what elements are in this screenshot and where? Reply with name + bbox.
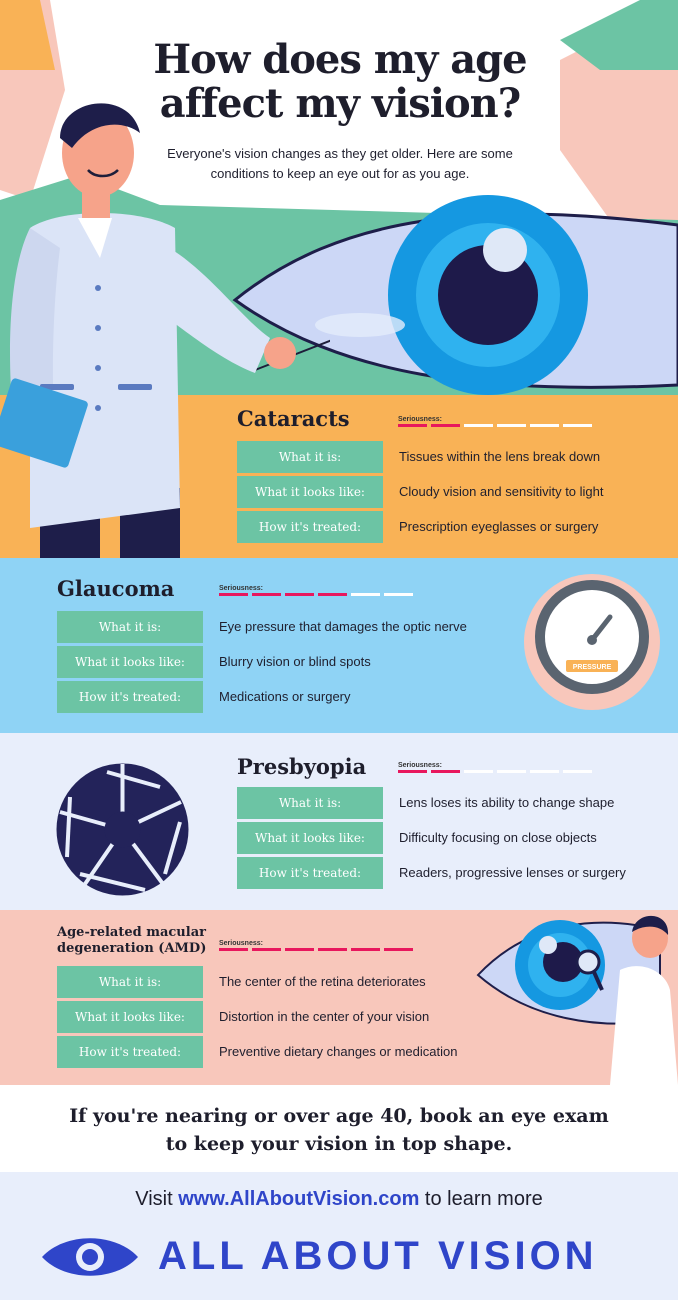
seriousness-segment [351,948,380,951]
row-label: How it's treated: [237,857,383,889]
row-value: Lens loses its ability to change shape [399,795,615,810]
website-link[interactable]: www.AllAboutVision.com [178,1188,420,1210]
seriousness-meter-amd [219,948,413,951]
seriousness-segment [464,424,493,427]
row-label: How it's treated: [57,1036,203,1068]
row-value: Prescription eyeglasses or surgery [399,519,599,534]
seriousness-segment [497,770,526,773]
visit-suffix: to learn more [419,1188,543,1210]
seriousness-segment [219,948,248,951]
seriousness-segment [530,770,559,773]
seriousness-segment [318,593,347,596]
seriousness-segment [530,424,559,427]
seriousness-segment [285,593,314,596]
condition-title-presbyopia: Presbyopia [237,754,367,779]
camera-aperture-icon [55,762,190,897]
seriousness-label: Seriousness: [219,585,263,592]
row-label: What it looks like: [237,476,383,508]
visit-line [0,1188,678,1211]
seriousness-segment [318,948,347,951]
seriousness-label: Seriousness: [398,762,442,769]
page-title: How does my age affect my vision? [153,36,527,127]
row-value: Blurry vision or blind spots [219,654,371,669]
row-value: Distortion in the center of your vision [219,1009,430,1024]
page-subtitle: Everyone's vision changes as they get older. Here are some conditions to keep an eye out for as you age. [167,146,513,181]
row-label: What it is: [237,441,383,473]
row-label: What it looks like: [237,822,383,854]
row-value: Medications or surgery [219,689,351,704]
row-label: How it's treated: [57,681,203,713]
seriousness-segment [563,770,592,773]
row-value: Cloudy vision and sensitivity to light [399,484,604,499]
seriousness-segment [497,424,526,427]
row-label: What it is: [57,966,203,998]
row-label: What it is: [237,787,383,819]
row-value: Readers, progressive lenses or surgery [399,865,626,880]
eye-logo-icon [40,1234,140,1280]
row-value: The center of the retina deteriorates [219,974,426,989]
gauge-label: PRESSURE [572,664,612,671]
seriousness-segment [464,770,493,773]
condition-title-glaucoma: Glaucoma [57,576,175,601]
seriousness-label: Seriousness: [219,940,263,947]
seriousness-segment [252,593,281,596]
seriousness-label: Seriousness: [398,416,442,423]
seriousness-meter-presbyopia [398,770,592,773]
condition-title-amd: Age-related macular degeneration (AMD) [57,925,207,956]
call-to-action: If you're nearing or over age 40, book an eye exam to keep your vision in top shape. [69,1105,609,1155]
pressure-gauge-icon [522,572,662,717]
seriousness-segment [384,948,413,951]
seriousness-segment [431,424,460,427]
seriousness-segment [219,593,248,596]
row-value: Tissues within the lens break down [399,449,601,464]
seriousness-segment [398,770,427,773]
seriousness-segment [398,424,427,427]
seriousness-segment [431,770,460,773]
row-label: What it is: [57,611,203,643]
visit-prefix: Visit [135,1188,179,1210]
seriousness-meter-glaucoma [219,593,413,596]
row-value: Eye pressure that damages the optic nerve [219,619,467,634]
seriousness-segment [285,948,314,951]
row-label: What it looks like: [57,646,203,678]
condition-title-cataracts: Cataracts [237,406,350,431]
seriousness-meter-cataracts [398,424,592,427]
row-value: Preventive dietary changes or medication [219,1044,458,1059]
row-value: Difficulty focusing on close objects [399,830,597,845]
seriousness-segment [351,593,380,596]
row-label: How it's treated: [237,511,383,543]
seriousness-segment [563,424,592,427]
row-label: What it looks like: [57,1001,203,1033]
seriousness-segment [252,948,281,951]
brand-logo-text: ALL ABOUT VISION [158,1234,598,1278]
seriousness-segment [384,593,413,596]
